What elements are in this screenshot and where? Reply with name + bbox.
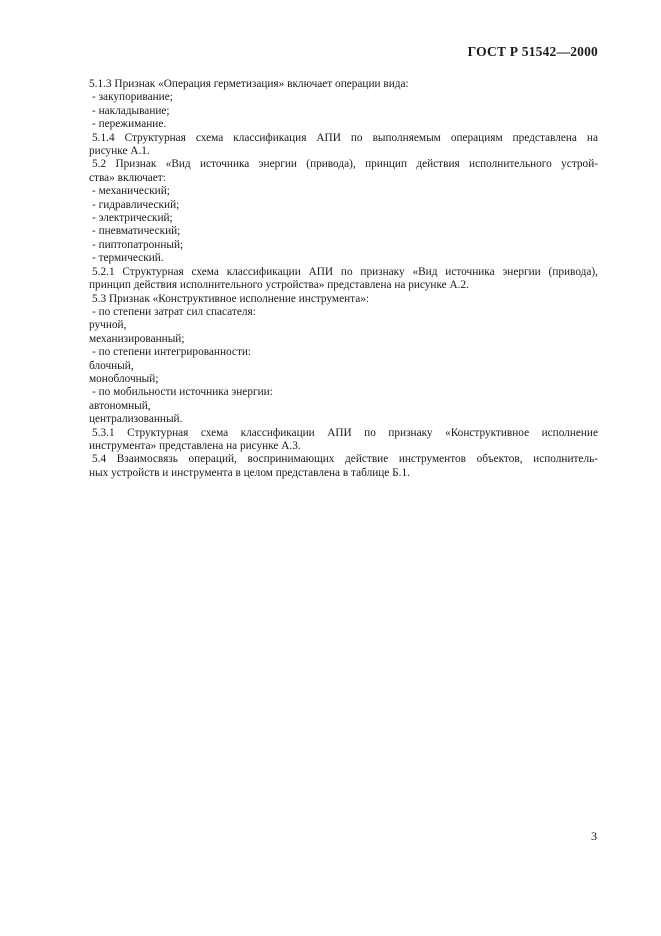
- text-line: ручной,: [89, 319, 127, 332]
- list-item: - по степени интегрированности:: [92, 346, 252, 359]
- text-line: моноблочный;: [89, 372, 159, 385]
- text-line: блочный,: [89, 359, 134, 372]
- list-item: - электрический;: [92, 212, 173, 225]
- text-line: 5.1.3 Признак «Операция герметизация» включает операции вида:: [89, 78, 409, 90]
- text-line: ных устройств и инструмента в целом представлена в таблице Б.1.: [89, 466, 410, 479]
- text-line: автономный,: [89, 399, 151, 412]
- list-item: - механический;: [92, 185, 170, 198]
- text-line: централизованный.: [89, 413, 183, 426]
- document-body: [89, 78, 598, 480]
- list-item: - термический.: [92, 252, 164, 265]
- list-item: - накладывание;: [92, 104, 170, 117]
- text-line: 5.3 Признак «Конструктивное исполнение инструмента»:: [92, 292, 370, 305]
- text-line: ства» включает:: [89, 171, 166, 184]
- text-line: 5.2.1 Структурная схема классификации АПИ по признаку «Вид источника энергии (привода),: [92, 265, 598, 278]
- text-line: 5.1.4 Структурная схема классификация АПИ по выполняемым операциям представлена на: [92, 131, 598, 144]
- list-item: - гидравлический;: [92, 198, 180, 211]
- list-item: - по степени затрат сил спасателя:: [92, 305, 256, 318]
- text-line: принцип действия исполнительного устройства» представлена на рисунке А.2.: [89, 279, 469, 292]
- text-line: 5.2 Признак «Вид источника энергии (привода), принцип действия исполнительного устрой-: [92, 158, 598, 171]
- text-line: механизированный;: [89, 332, 185, 345]
- page-number: 3: [591, 829, 597, 843]
- text-line: инструмента» представлена на рисунке А.3.: [89, 439, 301, 452]
- document-header: ГОСТ Р 51542—2000: [467, 44, 598, 59]
- list-item: - пневматический;: [92, 225, 181, 238]
- text-line: рисунке А.1.: [89, 145, 150, 158]
- list-item: - закупоривание;: [92, 91, 173, 104]
- list-item: - по мобильности источника энергии:: [92, 386, 273, 399]
- list-item: - пиптопатронный;: [92, 238, 184, 251]
- text-line: 5.3.1 Структурная схема классификации АПИ по признаку «Конструктивное исполнение: [92, 426, 598, 439]
- text-line: 5.4 Взаимосвязь операций, воспринимающих действие инструментов объектов, исполнитель-: [92, 453, 598, 466]
- list-item: - пережимание.: [92, 118, 167, 131]
